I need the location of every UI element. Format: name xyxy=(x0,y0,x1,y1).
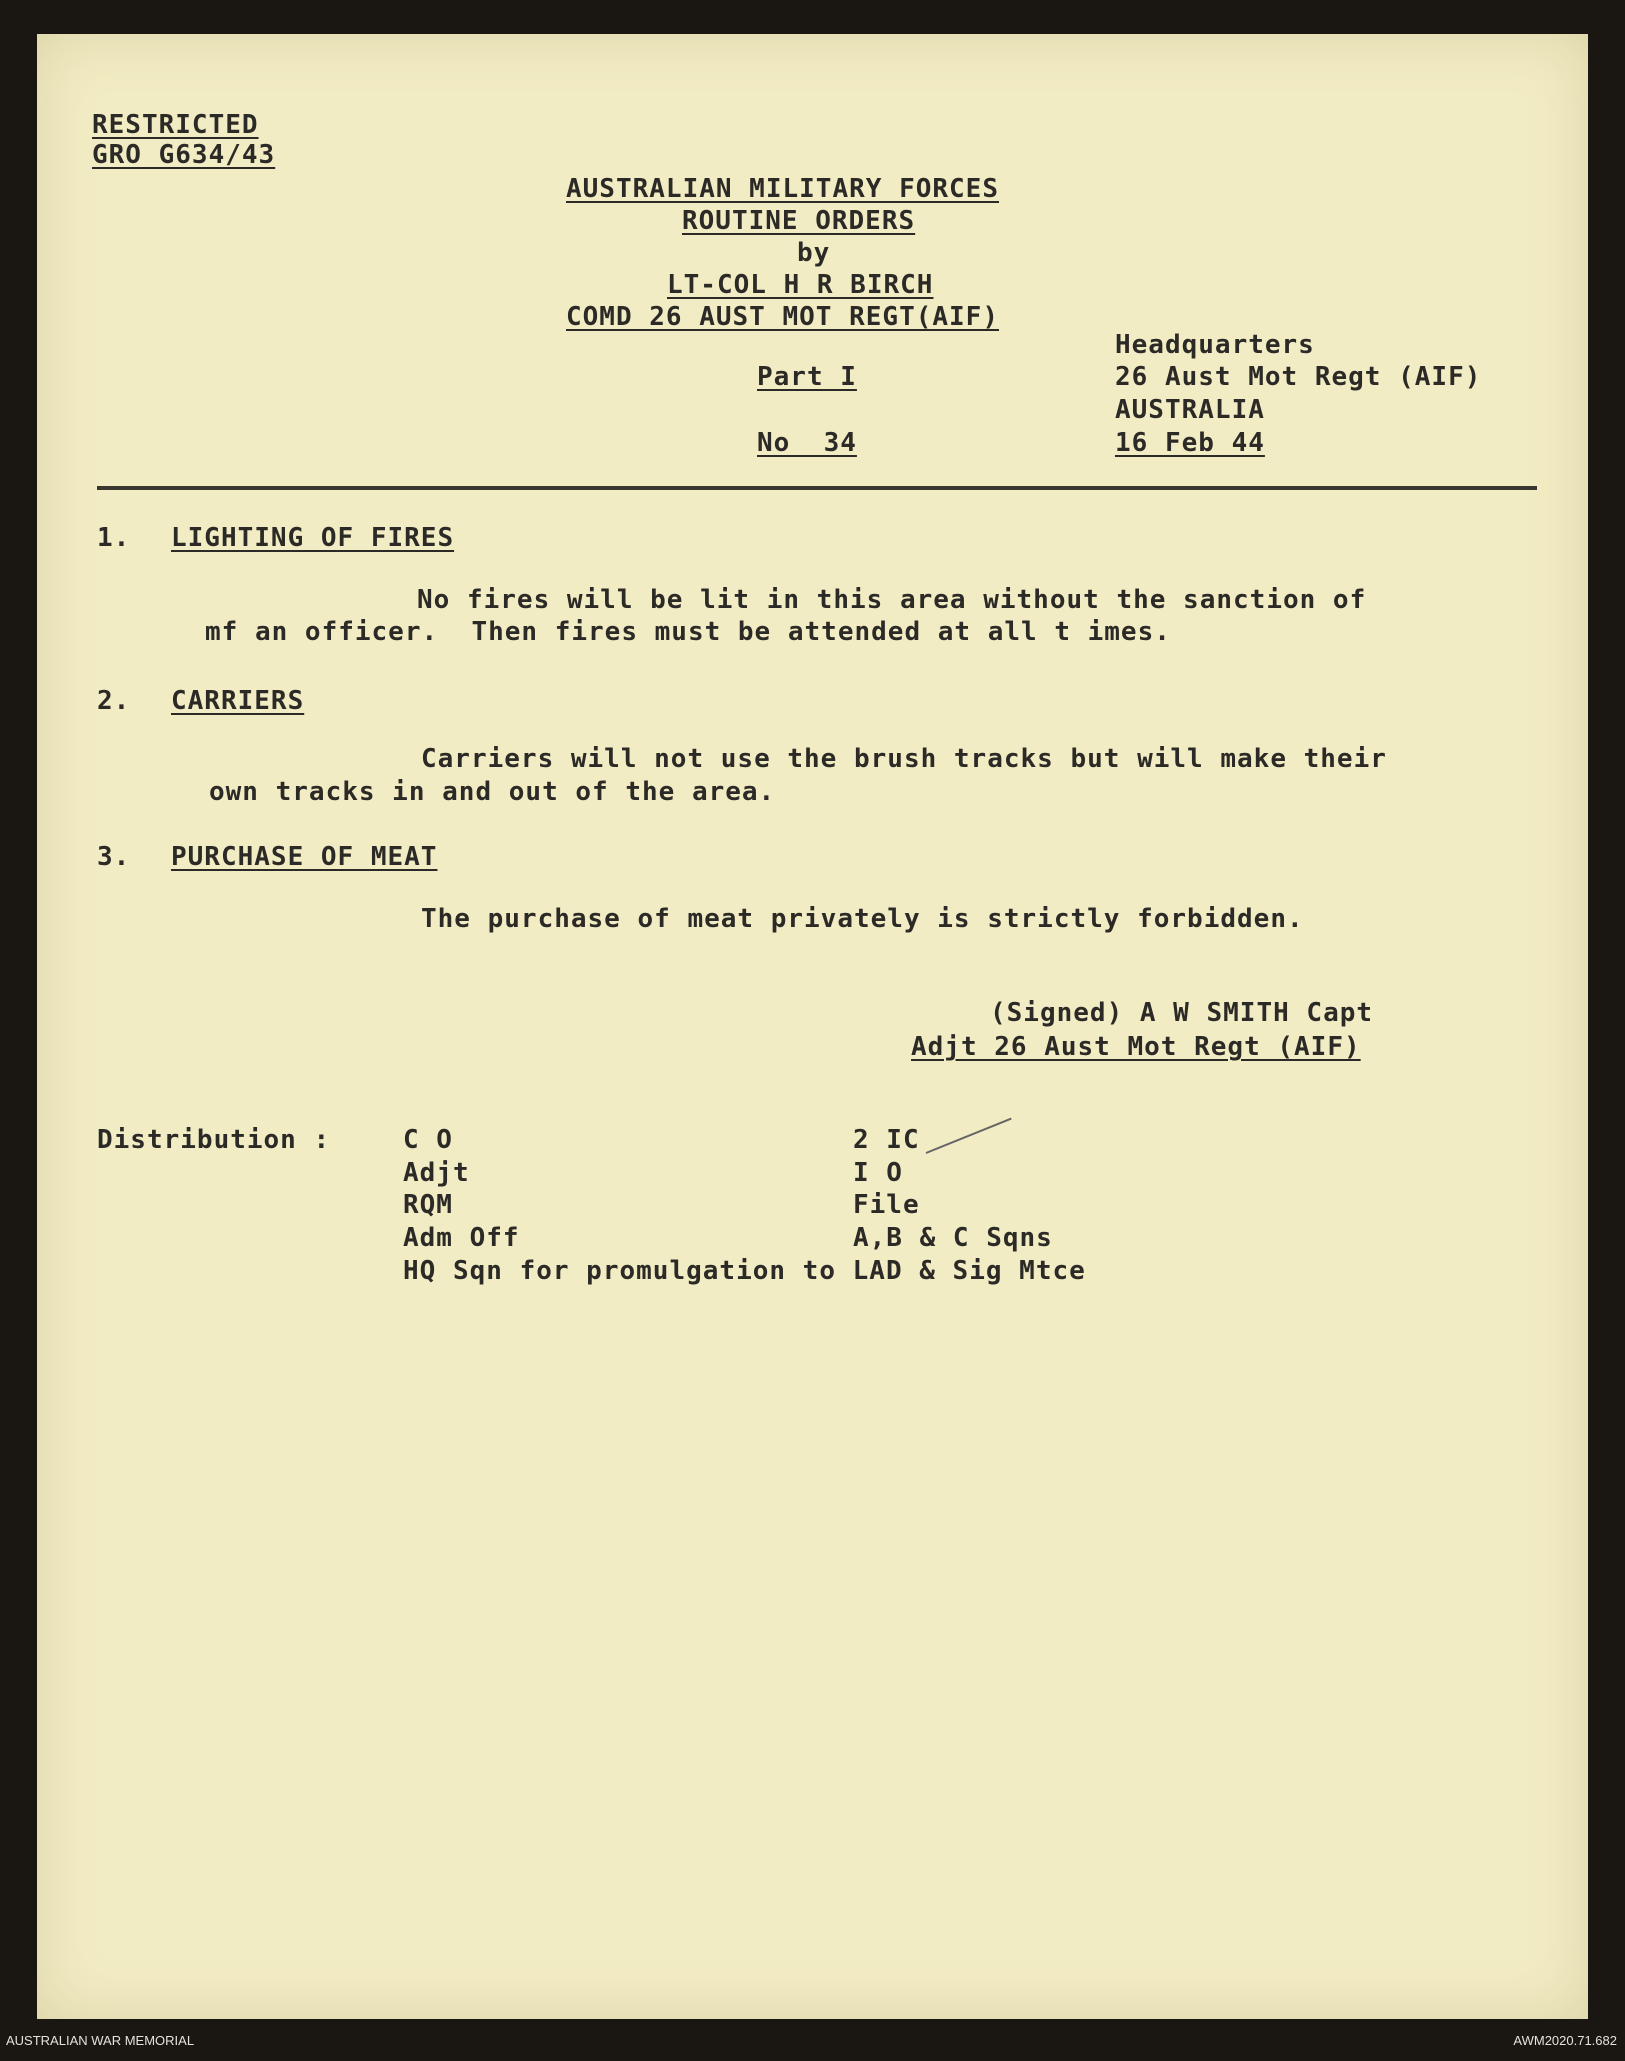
item-2-number: 2. xyxy=(97,686,131,716)
part-label: Part I xyxy=(757,362,857,392)
item-1-number: 1. xyxy=(97,523,131,553)
distribution-entry: 2 IC xyxy=(853,1125,920,1155)
archive-credit: AUSTRALIAN WAR MEMORIAL xyxy=(6,2033,195,2048)
classification-label: RESTRICTED xyxy=(92,110,259,140)
hq-line-1: Headquarters xyxy=(1115,330,1315,360)
hq-line-2: 26 Aust Mot Regt (AIF) xyxy=(1115,362,1482,392)
order-number: No 34 xyxy=(757,428,857,458)
item-3-text-line-1: The purchase of meat privately is strictly forbidden. xyxy=(421,904,1304,934)
item-2-text-line-1: Carriers will not use the brush tracks but will make their xyxy=(421,744,1387,774)
item-1-heading: LIGHTING OF FIRES xyxy=(171,523,455,553)
title-line-1: AUSTRALIAN MILITARY FORCES xyxy=(566,174,999,204)
signature-line-2: Adjt 26 Aust Mot Regt (AIF) xyxy=(911,1032,1361,1062)
reference-number: GRO G634/43 xyxy=(92,140,276,170)
distribution-entry: RQM xyxy=(403,1190,453,1220)
item-2-text-line-2: own tracks in and out of the area. xyxy=(209,777,776,807)
title-line-2: ROUTINE ORDERS xyxy=(682,206,916,236)
signature-line-1: (Signed) A W SMITH Capt xyxy=(990,998,1374,1028)
hq-line-3: AUSTRALIA xyxy=(1115,395,1265,425)
item-1-text-line-2: mf an officer. Then fires must be attended at all t imes. xyxy=(205,617,1171,647)
distribution-entry: A,B & C Sqns xyxy=(853,1223,1053,1253)
title-line-5: COMD 26 AUST MOT REGT(AIF) xyxy=(566,302,999,332)
distribution-label: Distribution : xyxy=(97,1125,331,1155)
title-line-3: by xyxy=(797,238,831,268)
distribution-entry: Adjt xyxy=(403,1158,470,1188)
distribution-entry: C O xyxy=(403,1125,453,1155)
distribution-entry: Adm Off xyxy=(403,1223,520,1253)
distribution-promulgation: HQ Sqn for promulgation to LAD & Sig Mtce xyxy=(403,1256,1086,1286)
title-line-4: LT-COL H R BIRCH xyxy=(667,270,934,300)
item-1-text-line-1: No fires will be lit in this area without the sanction of xyxy=(417,585,1367,615)
distribution-entry: I O xyxy=(853,1158,903,1188)
item-3-number: 3. xyxy=(97,842,131,872)
hq-date: 16 Feb 44 xyxy=(1115,428,1265,458)
distribution-entry: File xyxy=(853,1190,920,1220)
divider-rule xyxy=(97,486,1537,490)
item-3-heading: PURCHASE OF MEAT xyxy=(171,842,438,872)
item-2-heading: CARRIERS xyxy=(171,686,305,716)
archive-reference: AWM2020.71.682 xyxy=(1513,2033,1617,2048)
